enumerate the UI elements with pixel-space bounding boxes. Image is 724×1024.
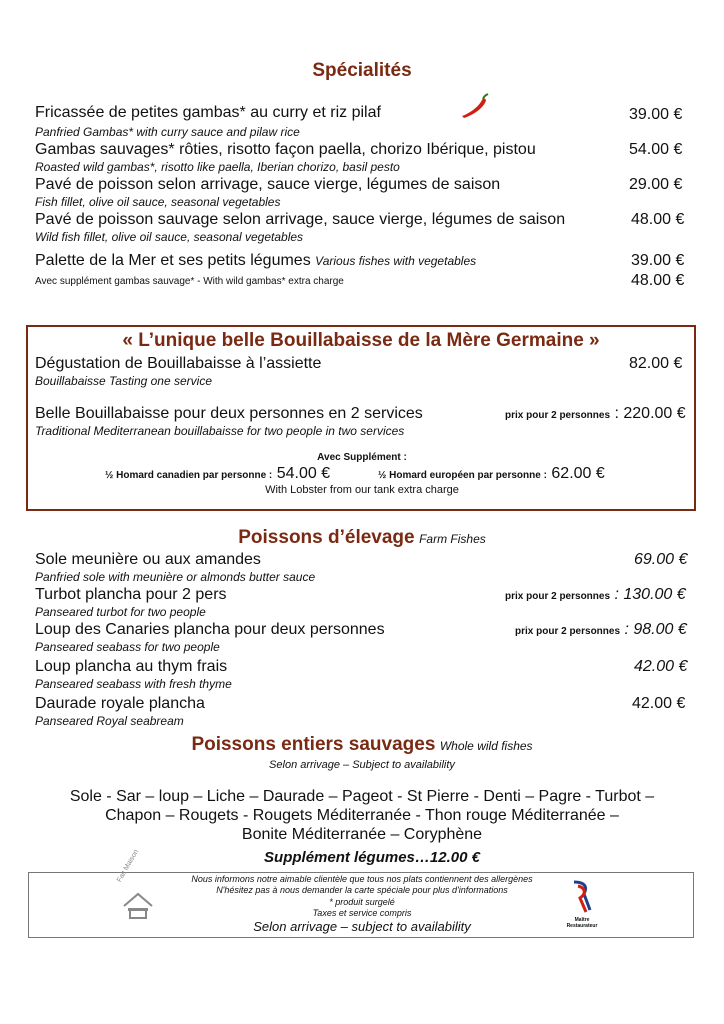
footer-line3: * produit surgelé bbox=[329, 897, 395, 907]
belle-en: Traditional Mediterranean bouillabaisse for two people in two services bbox=[35, 424, 405, 438]
elevage-item-price: 42.00 € bbox=[634, 658, 688, 675]
item-fr: Fricassée de petites gambas* au curry et riz pilaf bbox=[35, 104, 381, 121]
item-en: Panfried Gambas* with curry sauce and pilaw rice bbox=[35, 125, 300, 139]
elevage-item-fr: Loup plancha au thym frais bbox=[35, 658, 228, 675]
item-price: 29.00 € bbox=[629, 176, 683, 193]
elevage-title: Poissons d’élevage bbox=[238, 527, 415, 548]
sauvages-title: Poissons entiers sauvages bbox=[191, 734, 436, 755]
elevage-item-price: : 98.00 € bbox=[624, 621, 687, 638]
footer-line4: Taxes et service compris bbox=[312, 908, 412, 918]
elevage-item-fr: Loup des Canaries plancha pour deux personnes bbox=[35, 621, 385, 638]
sauvages-availability: Selon arrivage – Subject to availability bbox=[269, 759, 455, 771]
elevage-item-en: Panfried sole with meunière or almonds butter sauce bbox=[35, 570, 316, 584]
degustation-en: Bouillabaisse Tasting one service bbox=[35, 374, 212, 388]
elevage-item-price-line bbox=[505, 586, 686, 604]
elevage-heading bbox=[0, 527, 724, 549]
elevage-item-note: prix pour 2 personnes bbox=[515, 626, 621, 637]
footer-line2: N'hésitez pas à nous demander la carte spéciale pour plus d'informations bbox=[216, 885, 508, 895]
maitre-restaurateur-text: Maître Restaurateur bbox=[566, 917, 598, 929]
footer-line1: Nous informons notre aimable clientèle que tous nos plats contiennent des allergènes bbox=[191, 874, 533, 884]
elevage-item-note: prix pour 2 personnes bbox=[505, 591, 611, 602]
supplement-gambas: Avec supplément gambas sauvage* - With wild gambas* extra charge bbox=[35, 276, 344, 287]
homard-ca-price: 54.00 € bbox=[276, 465, 331, 482]
chili-pepper-icon bbox=[458, 92, 490, 120]
belle-price-line bbox=[505, 405, 686, 423]
palette-fr: Palette de la Mer et ses petits légumes bbox=[35, 252, 311, 269]
supplement-text bbox=[35, 276, 344, 287]
fait-maison-text: Fait Maison bbox=[116, 848, 141, 884]
item-price: 48.00 € bbox=[631, 211, 685, 228]
degustation-fr: Dégustation de Bouillabaisse à l’assiette bbox=[35, 355, 322, 372]
elevage-item-price: 42.00 € bbox=[632, 695, 686, 712]
palette-price: 39.00 € bbox=[631, 252, 685, 269]
belle-price: : 220.00 € bbox=[614, 405, 686, 422]
elevage-item-fr: Sole meunière ou aux amandes bbox=[35, 551, 261, 568]
palette-line bbox=[35, 252, 476, 270]
specialites-title: Spécialités bbox=[312, 60, 412, 81]
sauvages-heading bbox=[0, 734, 724, 756]
homard-eu-label: ½ Homard européen par personne : bbox=[378, 470, 547, 481]
supplement-legumes: Supplément légumes…12.00 € bbox=[264, 849, 480, 866]
belle-fr: Belle Bouillabaisse pour deux personnes en 2 services bbox=[35, 405, 423, 422]
belle-note: prix pour 2 personnes bbox=[505, 410, 611, 421]
degustation-price: 82.00 € bbox=[629, 355, 683, 372]
footer-line5: Selon arrivage – subject to availability bbox=[253, 919, 471, 934]
elevage-item-en: Panseared seabass with fresh thyme bbox=[35, 677, 232, 691]
item-en: Fish fillet, olive oil sauce, seasonal vegetables bbox=[35, 195, 281, 209]
elevage-item-fr: Daurade royale plancha bbox=[35, 695, 205, 712]
elevage-item-en: Panseared Royal seabream bbox=[35, 714, 184, 728]
elevage-item-fr: Turbot plancha pour 2 pers bbox=[35, 586, 227, 603]
elevage-item-price-line bbox=[515, 621, 687, 639]
elevage-item-en: Panseared turbot for two people bbox=[35, 605, 206, 619]
item-en: Wild fish fillet, olive oil sauce, seasonal vegetables bbox=[35, 230, 304, 244]
avec-supplement: Avec Supplément : bbox=[317, 452, 407, 463]
homard-ca bbox=[105, 465, 330, 483]
supplement-price: 48.00 € bbox=[631, 272, 685, 289]
fait-maison-logo bbox=[110, 882, 166, 922]
bouillabaisse-title: « L’unique belle Bouillabaisse de la Mère Germaine » bbox=[122, 330, 600, 351]
homard-eu-price: 62.00 € bbox=[551, 465, 605, 482]
maitre-restaurateur-logo bbox=[570, 880, 594, 916]
elevage-item-en: Panseared seabass for two people bbox=[35, 640, 220, 654]
homard-ca-label: ½ Homard canadien par personne : bbox=[105, 470, 273, 481]
item-price: 39.00 € bbox=[629, 106, 683, 123]
item-fr: Pavé de poisson sauvage selon arrivage, sauce vierge, légumes de saison bbox=[35, 211, 566, 228]
homard-eu bbox=[378, 465, 605, 483]
sauvages-list-3: Bonite Méditerranée – Coryphène bbox=[241, 826, 483, 843]
sauvages-list-2: Chapon – Rougets - Rougets Méditerranée - Thon rouge Méditerranée – bbox=[105, 807, 619, 824]
lobster-note: With Lobster from our tank extra charge bbox=[265, 484, 459, 496]
item-fr: Gambas sauvages* rôties, risotto façon paella, chorizo Ibérique, pistou bbox=[35, 141, 536, 158]
elevage-item-price: 69.00 € bbox=[634, 551, 688, 568]
item-en: Roasted wild gambas*, risotto like paella, Iberian chorizo, basil pesto bbox=[35, 160, 400, 174]
sauvages-subtitle: Whole wild fishes bbox=[439, 739, 533, 753]
elevage-subtitle: Farm Fishes bbox=[419, 532, 486, 546]
elevage-item-price: : 130.00 € bbox=[614, 586, 686, 603]
sauvages-list-1: Sole - Sar – loup – Liche – Daurade – Pageot - St Pierre - Denti – Pagre - Turbot – bbox=[69, 788, 655, 805]
item-price: 54.00 € bbox=[629, 141, 683, 158]
item-fr: Pavé de poisson selon arrivage, sauce vierge, légumes de saison bbox=[35, 176, 501, 193]
palette-en: Various fishes with vegetables bbox=[315, 254, 477, 268]
